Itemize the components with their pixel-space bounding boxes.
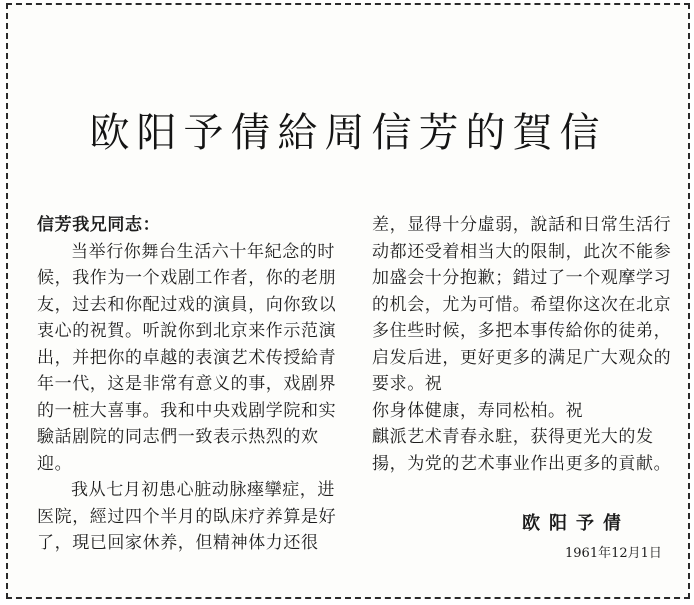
paragraph-line: 要求。祝: [372, 374, 443, 394]
paragraph-line: 候，我作为一个戏剧工作者，你的老朋: [37, 268, 337, 288]
letter-date: 1961年12月1日: [565, 546, 662, 561]
paragraph-line: 的一桩大喜事。我和中央戏剧学院和实: [37, 400, 337, 421]
paragraph-line: 揚，为党的艺术事业作出更多的貢献。: [372, 453, 672, 474]
paragraph-line: 我从七月初患心脏动脉瘞攣症，进: [71, 480, 335, 500]
paragraph-line: 的机会，尤为可惜。希望你这次在北京: [372, 294, 672, 315]
newspaper-clipping: [6, 3, 690, 599]
paragraph-line: 出，并把你的卓越的表演艺术传授給青: [37, 347, 337, 368]
salutation: 信芳我兄同志：: [37, 215, 161, 235]
paragraph-line: 差，显得十分虛弱，說話和日常生活行: [372, 215, 672, 235]
paragraph-line: 驗話剧院的同志們一致表示热烈的欢: [37, 427, 319, 447]
paragraph-line: 年一代，这是非常有意义的事，戏剧界: [37, 374, 337, 394]
paragraph-line: 麒派艺术青春永駐，获得更光大的发: [372, 427, 654, 447]
signature: 欧阳予倩: [522, 513, 630, 534]
right-column: [372, 212, 682, 477]
paragraph-line: 衷心的祝賀。听說你到北京来作示范演: [37, 321, 337, 341]
paragraph-line: 友，过去和你配过戏的演員，向你致以: [37, 294, 337, 315]
paragraph-line: 了，現已回家休养，但精神体力还很: [37, 533, 319, 553]
paragraph-line: 动都还受着相当大的限制，此次不能参: [372, 241, 672, 262]
left-column: [37, 212, 357, 557]
paragraph-line: 多住些时候，多把本事传給你的徒弟，: [372, 321, 672, 341]
paragraph-line: 加盛会十分抱歉；錯过了一个观摩学习: [372, 268, 672, 288]
paragraph-line: 当举行你舞台生活六十年紀念的时: [71, 241, 335, 262]
paragraph-line: 迎。: [37, 453, 73, 474]
letter-title: 欧阳予倩給周信芳的賀信: [89, 110, 607, 156]
paragraph-line: 启发后进，更好更多的满足广大观众的: [372, 347, 672, 368]
paragraph-line: 医院，經过四个半月的臥床疗养算是好: [37, 506, 337, 527]
paragraph-line: 你身体健康，寿同松柏。祝: [372, 400, 584, 421]
